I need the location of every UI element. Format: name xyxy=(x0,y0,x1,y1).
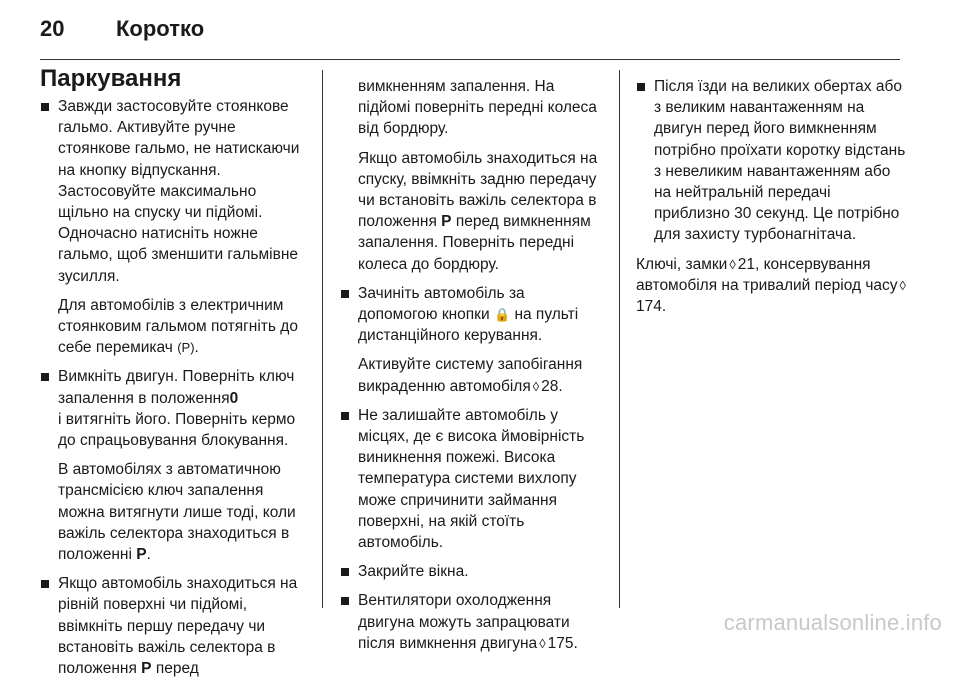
text: Активуйте систему запобігання викраденню автомобіля xyxy=(358,356,583,395)
text: Ключі, замки xyxy=(636,255,728,273)
chapter-title: Коротко xyxy=(116,16,205,41)
text: перед вимкненням запалення. Поверніть передні колеса до бордюру. xyxy=(358,213,591,273)
paragraph: Після їзди на великих обертах або з великим навантаженням на двигун перед його вимкненням потрібно проїхати коротку відстань з невеликим навантаженням або на нейтральній передачі приблизно 30 секунд. Це потрібно для захисту турбонагнітача. xyxy=(654,78,906,244)
page-reference[interactable]: 175. xyxy=(547,634,578,652)
column-1 xyxy=(40,64,306,687)
paragraph: Не залишайте автомобіль у місцях, де є висока ймовірність виникнення пожежі. Висока температура системи вихлопу може спричинити займання поверхні, на якій стоїть автомобіль. xyxy=(358,406,585,552)
list-item xyxy=(340,561,608,582)
position-label: 0 xyxy=(229,389,239,407)
list-item xyxy=(40,96,306,358)
page-reference-icon: ◊ xyxy=(899,277,906,293)
text: Для автомобілів з електричним стоянковим гальмом потягніть до себе перемикач xyxy=(58,296,298,357)
position-label: P xyxy=(136,546,147,564)
list-item xyxy=(40,366,306,565)
section-title: Паркування xyxy=(40,65,182,92)
paragraph: вимкненням запалення. На підйомі поверніть передні колеса від бордюру. xyxy=(358,78,597,138)
page-reference-icon: ◊ xyxy=(532,378,540,394)
page-reference-icon: ◊ xyxy=(539,635,546,651)
paragraph xyxy=(58,459,306,565)
list-item xyxy=(636,76,908,246)
paragraph: Закрийте вікна. xyxy=(358,563,469,581)
text: В автомобілях з автоматичною трансмісією ключ запалення можна витягнути лише тоді, коли важіль селектора знаходиться в положенні xyxy=(58,461,296,564)
list-item xyxy=(340,590,608,654)
list-item xyxy=(340,283,608,397)
watermark: carmanualsonline.info xyxy=(723,610,942,635)
instruction-list xyxy=(636,76,908,246)
paragraph xyxy=(58,295,306,359)
paragraph xyxy=(358,590,608,654)
column-divider-1 xyxy=(322,70,323,608)
text: і витягніть його. Поверніть кермо до спрацьовування блокування. xyxy=(58,410,296,450)
page-number: 20 xyxy=(40,16,65,41)
position-label: P xyxy=(141,660,152,678)
instruction-list xyxy=(340,283,608,654)
page-reference-icon: ◊ xyxy=(729,256,736,272)
instruction-list xyxy=(40,96,306,679)
paragraph xyxy=(358,283,608,347)
text: Вимкніть двигун. Поверніть ключ запалення в положення xyxy=(58,368,295,407)
page-reference[interactable]: 21, консервування автомобіля на тривалий період часу xyxy=(636,255,898,294)
page-reference[interactable]: 174. xyxy=(636,298,667,316)
page-header xyxy=(40,16,204,50)
column-2 xyxy=(340,76,608,662)
lock-icon: 🔒 xyxy=(493,307,511,323)
paragraph xyxy=(58,366,306,451)
paragraph xyxy=(358,354,608,396)
text: Якщо автомобіль знаходиться на рівній поверхні чи підйомі, ввімкніть першу передачу чи встановіть важіль селектора в положення xyxy=(58,575,298,678)
text: Вентилятори охолодження двигуна можуть запрацювати після вимкнення двигуна xyxy=(358,592,570,652)
paragraph xyxy=(58,573,306,679)
parking-brake-switch-icon: (P) xyxy=(177,340,195,356)
text: Зачиніть автомобіль за допомогою кнопки xyxy=(358,284,525,324)
text: Якщо автомобіль знаходиться на спуску, ввімкніть задню передачу чи встановіть важіль селектора в положення xyxy=(358,149,598,231)
column-divider-2 xyxy=(619,70,620,608)
text: на пульті дистанційного керування. xyxy=(358,306,579,345)
header-divider xyxy=(40,59,900,60)
paragraph xyxy=(340,148,608,275)
list-item xyxy=(340,405,608,553)
position-label: P xyxy=(441,213,452,231)
text: . xyxy=(146,546,151,564)
cross-references xyxy=(636,254,908,318)
text: перед xyxy=(155,660,199,678)
column-3 xyxy=(636,76,908,325)
list-item xyxy=(40,573,306,679)
page-reference[interactable]: 28. xyxy=(541,377,563,395)
text: . xyxy=(194,339,199,357)
paragraph: Завжди застосовуйте стоянкове гальмо. Активуйте ручне стоянкове гальмо, не натискаючи на кнопку відпускання. Застосовуйте максимально щільно на спуску чи підйомі. Одночасно натисніть ножне гальмо, щоб зменшити гальмівне зусилля. xyxy=(58,98,300,285)
